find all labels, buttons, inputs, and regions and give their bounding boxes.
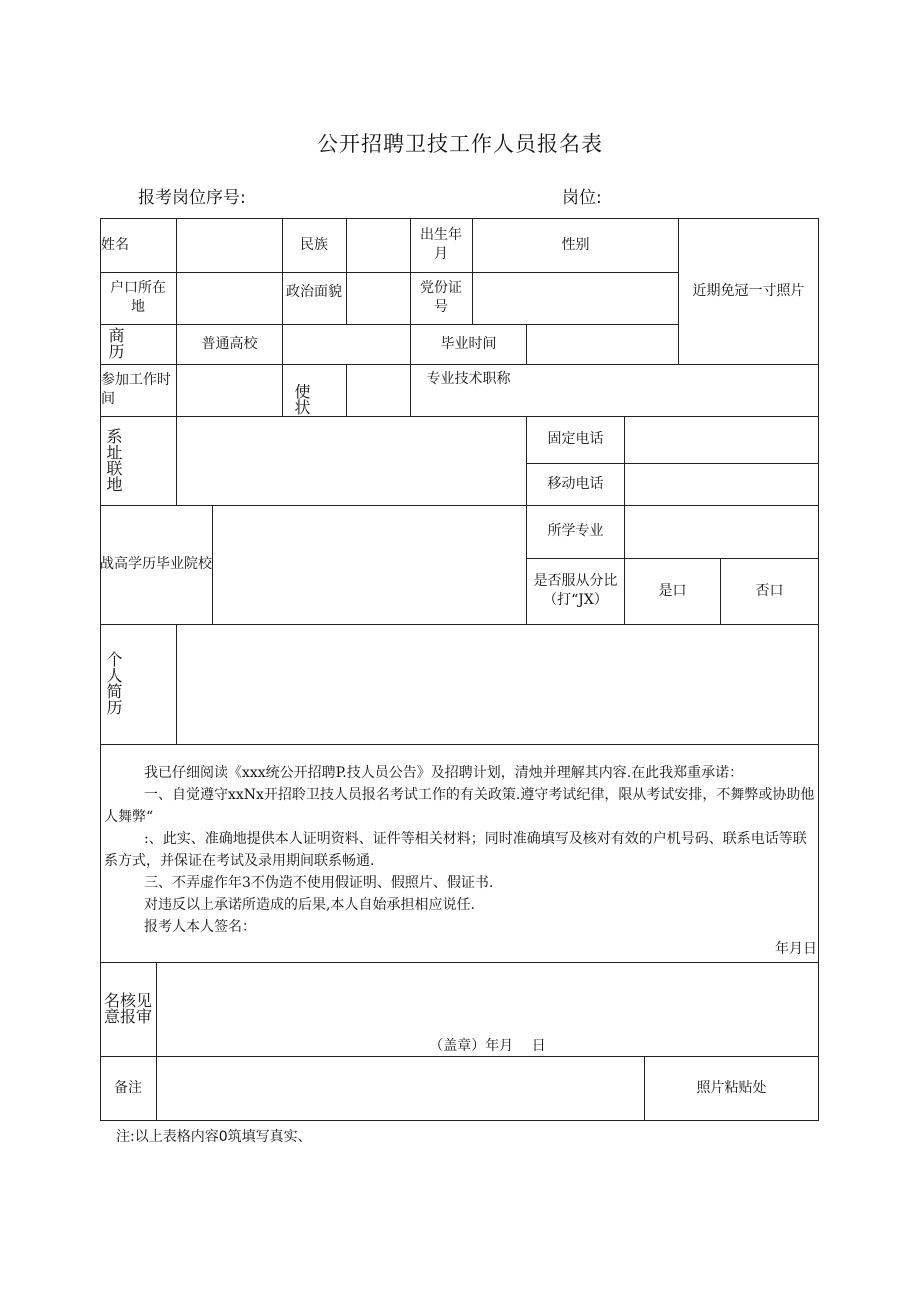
name-field[interactable] (177, 218, 282, 272)
mobile-field[interactable] (625, 463, 818, 505)
landline-field[interactable] (625, 416, 818, 463)
address-label: 系址联地 (106, 426, 123, 494)
party-id-label: 党份证号 (420, 280, 462, 315)
pledge-signature: 报考人本人签名： (144, 919, 256, 935)
position-number-label: 报考岗位序号: (138, 188, 246, 208)
hukou-field[interactable] (177, 272, 282, 324)
pledge-item-1: 一、自觉遵守xxNx开招聆卫技人员报名考试工作的有关政策.遵守考试纪律，限从考试安排，不舞弊或协助他人舞弊“ (104, 787, 815, 825)
political-status-label: 政治面貌 (286, 283, 342, 300)
yes-checkbox[interactable]: 是口 (658, 582, 687, 599)
pledge-item-2: :、此实、准确地提供本人证明资料、证件等相关材料；同时准确填写及核对有效的户机号码、联系电话等联系方式，并保证在考试及录用期间联系畅通. (104, 831, 807, 869)
graduation-time-field[interactable] (527, 324, 678, 364)
pledge-item-3: 三、不弄虚作年3不伪造不使用假证明、假照片、假证书. (144, 875, 494, 891)
review-opinion-label: 名核见意报审 (104, 991, 153, 1026)
footer-note: 注:以上表格内容0筑填写真实、 (116, 1129, 312, 1145)
health-field[interactable] (347, 364, 410, 416)
mobile-label: 移动电话 (547, 475, 604, 492)
position-label: 岗位: (562, 188, 602, 208)
health-label: 使状 (294, 384, 311, 416)
regular-college-label: 普通高校 (201, 335, 258, 352)
major-label: 所学专业 (547, 523, 604, 539)
party-id-field[interactable] (473, 272, 678, 324)
work-start-field[interactable] (177, 364, 282, 416)
highest-school-field[interactable] (213, 505, 526, 624)
pledge-section (100, 762, 819, 960)
pledge-consequence: 对违反以上承诺所造成的后果,本人自始承担相应说任. (144, 897, 475, 913)
form-title: 公开招聘卫技工作人员报名表 (317, 132, 603, 156)
ethnicity-label: 民族 (300, 236, 328, 253)
gender-label: 性别 (561, 236, 590, 253)
obey-assignment-label: 是否服从分比（打“JX） (533, 573, 618, 608)
education-label: 商历 (108, 326, 125, 361)
graduation-time-label: 毕业时间 (440, 335, 497, 352)
hukou-label: 户口所在地 (110, 280, 166, 315)
address-field[interactable] (177, 416, 526, 505)
professional-title-label: 专业技术职称 (426, 370, 511, 387)
major-field[interactable] (625, 505, 818, 558)
remarks-field[interactable] (157, 1056, 644, 1120)
resume-field[interactable] (177, 624, 818, 744)
birth-date-label: 出生年月 (420, 227, 462, 262)
no-checkbox[interactable]: 否口 (755, 582, 784, 599)
work-start-label: 参加工作时间 (101, 372, 171, 407)
ethnicity-field[interactable] (347, 218, 410, 272)
name-label: 姓名 (101, 236, 129, 253)
seal-date: （盖章）年月 日 (429, 1037, 546, 1054)
remarks-label: 备注 (114, 1079, 142, 1096)
pledge-date: 年月日 (775, 941, 817, 957)
regular-college-field[interactable] (283, 324, 410, 364)
photo-paste-area: 照片粘贴处 (696, 1079, 767, 1096)
professional-title-field[interactable] (527, 364, 818, 416)
landline-label: 固定电话 (547, 431, 604, 447)
resume-label: 个人简历 (106, 650, 123, 717)
highest-school-label: 战高学历毕业院校 (100, 556, 212, 572)
pledge-intro: 我已仔细阅读《xxx统公开招聘P.技人员公告》及招聘计划，清烛并理解其内容.在此我郑重承诺： (144, 765, 744, 781)
photo-area: 近期免冠一寸照片 (692, 282, 805, 299)
registration-form-table (100, 218, 819, 1121)
political-status-field[interactable] (347, 272, 410, 324)
